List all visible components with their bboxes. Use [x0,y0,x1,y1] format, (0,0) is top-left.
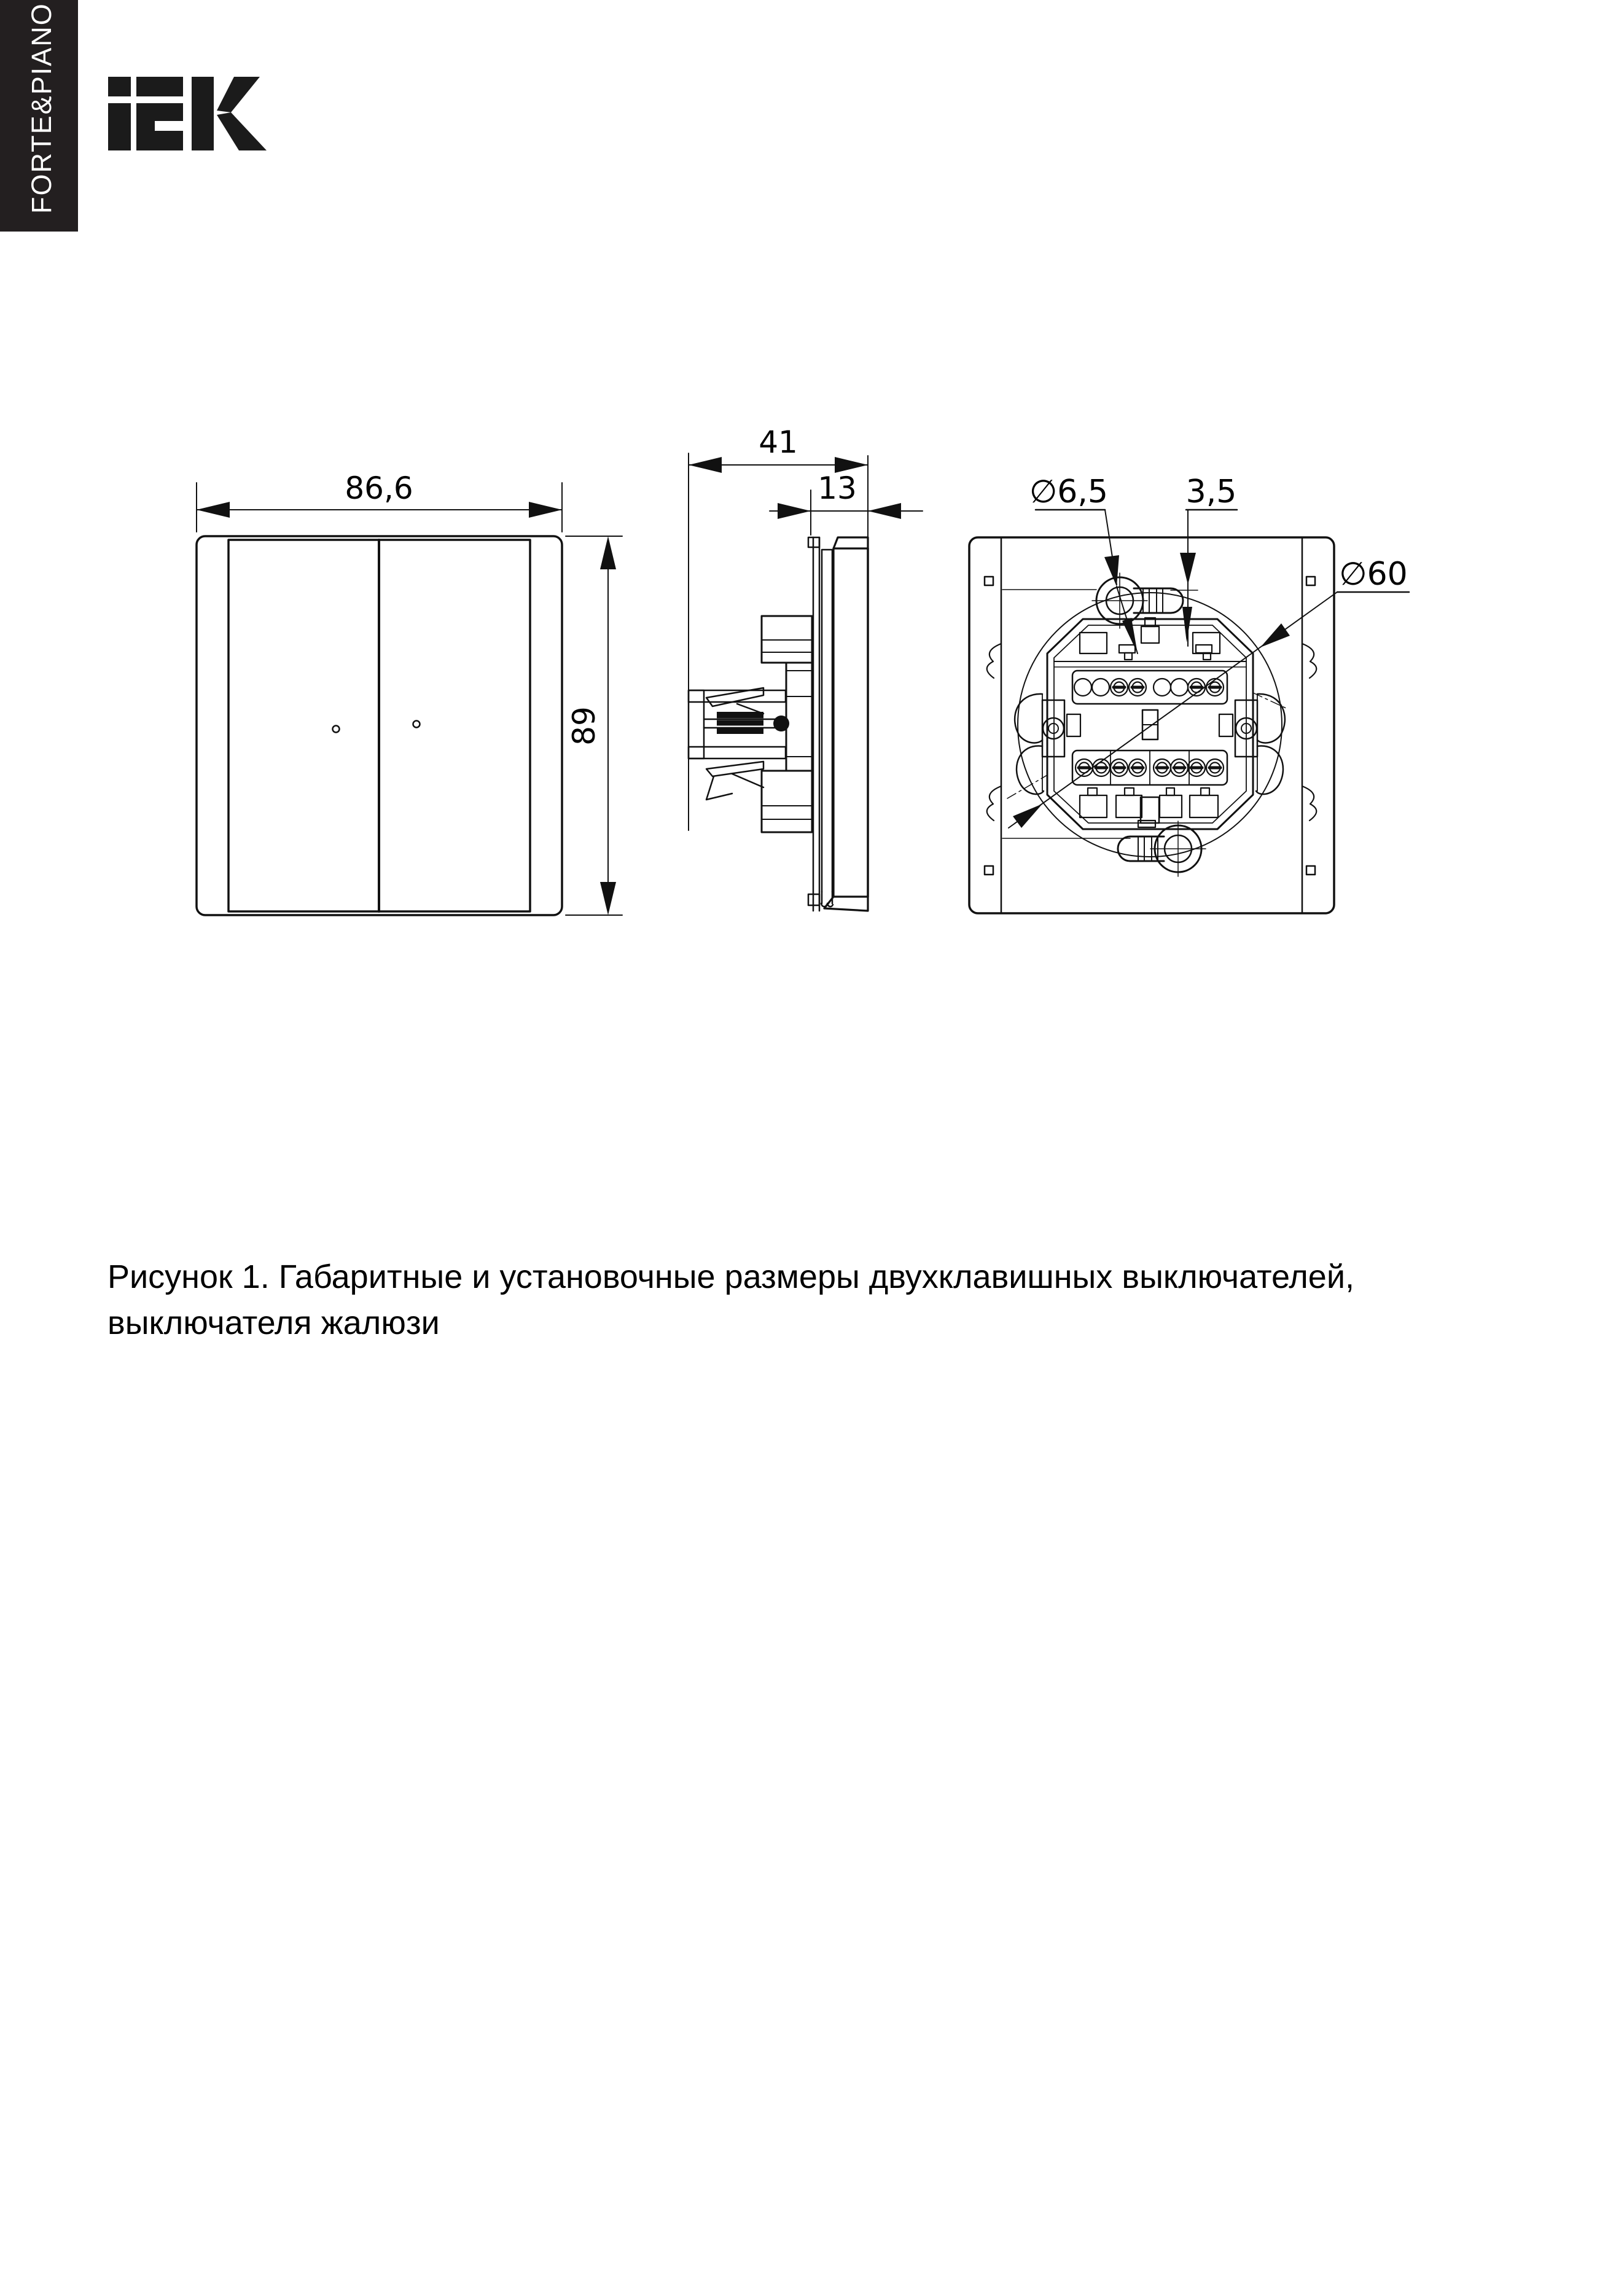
back-lower-terminals [1072,751,1227,785]
side-lower-claw [706,762,763,776]
back-upper-terminal-screws [1111,679,1224,696]
side-view-drawing [689,424,923,911]
dim-side-faceplate-label: 13 [818,470,857,506]
back-bottom-openings [1080,788,1218,827]
dim-front-height-label: 89 [566,706,602,746]
figure-caption-line2: выключателя жалюзи [107,1304,440,1341]
front-right-key-dot [413,721,420,728]
side-screw-tip [773,716,789,731]
back-middle-zone [1042,700,1257,757]
dim-side-depth-label: 41 [759,424,798,460]
figure-caption [107,1254,1582,1346]
side-support-strap [808,537,819,911]
dim-box-diameter-label: ∅60 [1339,556,1408,593]
dim-front-width-label: 86,6 [345,470,413,506]
dim-slot-label: 3,5 [1185,474,1237,510]
brand-vertical-label: FORTE&PIANO [26,2,57,214]
side-claw-assembly [689,688,789,800]
front-left-key-dot [333,726,340,733]
back-view-drawing [969,474,1409,913]
side-frame-profile [824,537,868,911]
front-view-drawing [197,470,622,915]
side-key-profile [821,550,833,907]
dim-lug-hole-label: ∅6,5 [1029,474,1108,510]
side-spring [717,712,763,734]
figure-caption-line1: Рисунок 1. Габаритные и установочные размеры двухклавишных выключателей, [107,1258,1354,1295]
